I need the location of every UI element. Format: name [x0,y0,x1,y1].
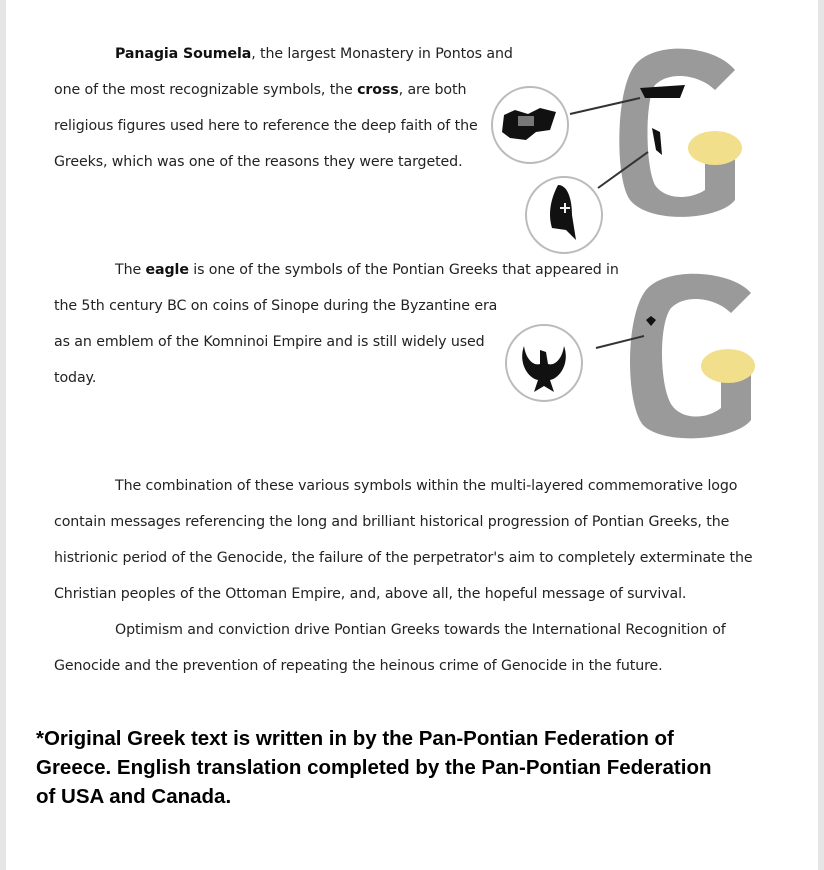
s3-line-1: The combination of these various symbols within the multi-layered commemorative logo [115,478,738,494]
s1-line-1 [115,45,513,63]
s2-line-3: as an emblem of the Komninoi Empire and is still widely used [54,334,485,350]
s2-line-2: the 5th century BC on coins of Sinope during the Byzantine era [54,298,498,314]
g-logo-icon [619,49,742,217]
text: one of the most recognizable symbols, the [54,82,358,98]
s3-line-5: Optimism and conviction drive Pontian Greeks towards the International Recognition of [115,622,726,638]
logo-g-eagle-figure [496,268,766,443]
s3-line-2: contain messages referencing the long and brilliant historical progression of Pontian Greeks, the [54,514,730,530]
text: , are both [398,82,467,98]
text: The [115,262,146,278]
bold-term: cross [357,82,399,98]
s2-line-4: today. [54,370,97,386]
s1-line-2 [54,81,466,99]
note-line-1: *Original Greek text is written in by the Pan-Pontian Federation of [36,727,674,750]
monastery-callout-icon [492,87,568,163]
cross-mark-icon [652,128,662,155]
bold-term: eagle [145,262,189,278]
text: is one of the symbols of the Pontian Greeks that appeared in [188,262,619,278]
g-logo-icon [630,274,755,439]
document-page [6,0,818,870]
s1-line-4: Greeks, which was one of the reasons they were targeted. [54,154,463,170]
s3-line-3: histrionic period of the Genocide, the failure of the perpetrator's aim to completely exterminate the [54,550,753,566]
logo-g-callouts-figure [480,40,760,260]
text: , the largest Monastery in Pontos and [251,46,513,62]
note-line-3: of USA and Canada. [36,785,232,808]
eagle-callout-icon [506,325,582,401]
bold-term: Panagia Soumela [115,46,252,62]
s3-line-6: Genocide and the prevention of repeating the heinous crime of Genocide in the future. [54,658,663,674]
s1-line-3: religious figures used here to reference the deep faith of the [54,118,478,134]
s3-line-4: Christian peoples of the Ottoman Empire, and, above all, the hopeful message of survival. [54,586,687,602]
cross-callout-icon [526,177,602,253]
note-line-2: Greece. English translation completed by the Pan-Pontian Federation [36,756,712,779]
